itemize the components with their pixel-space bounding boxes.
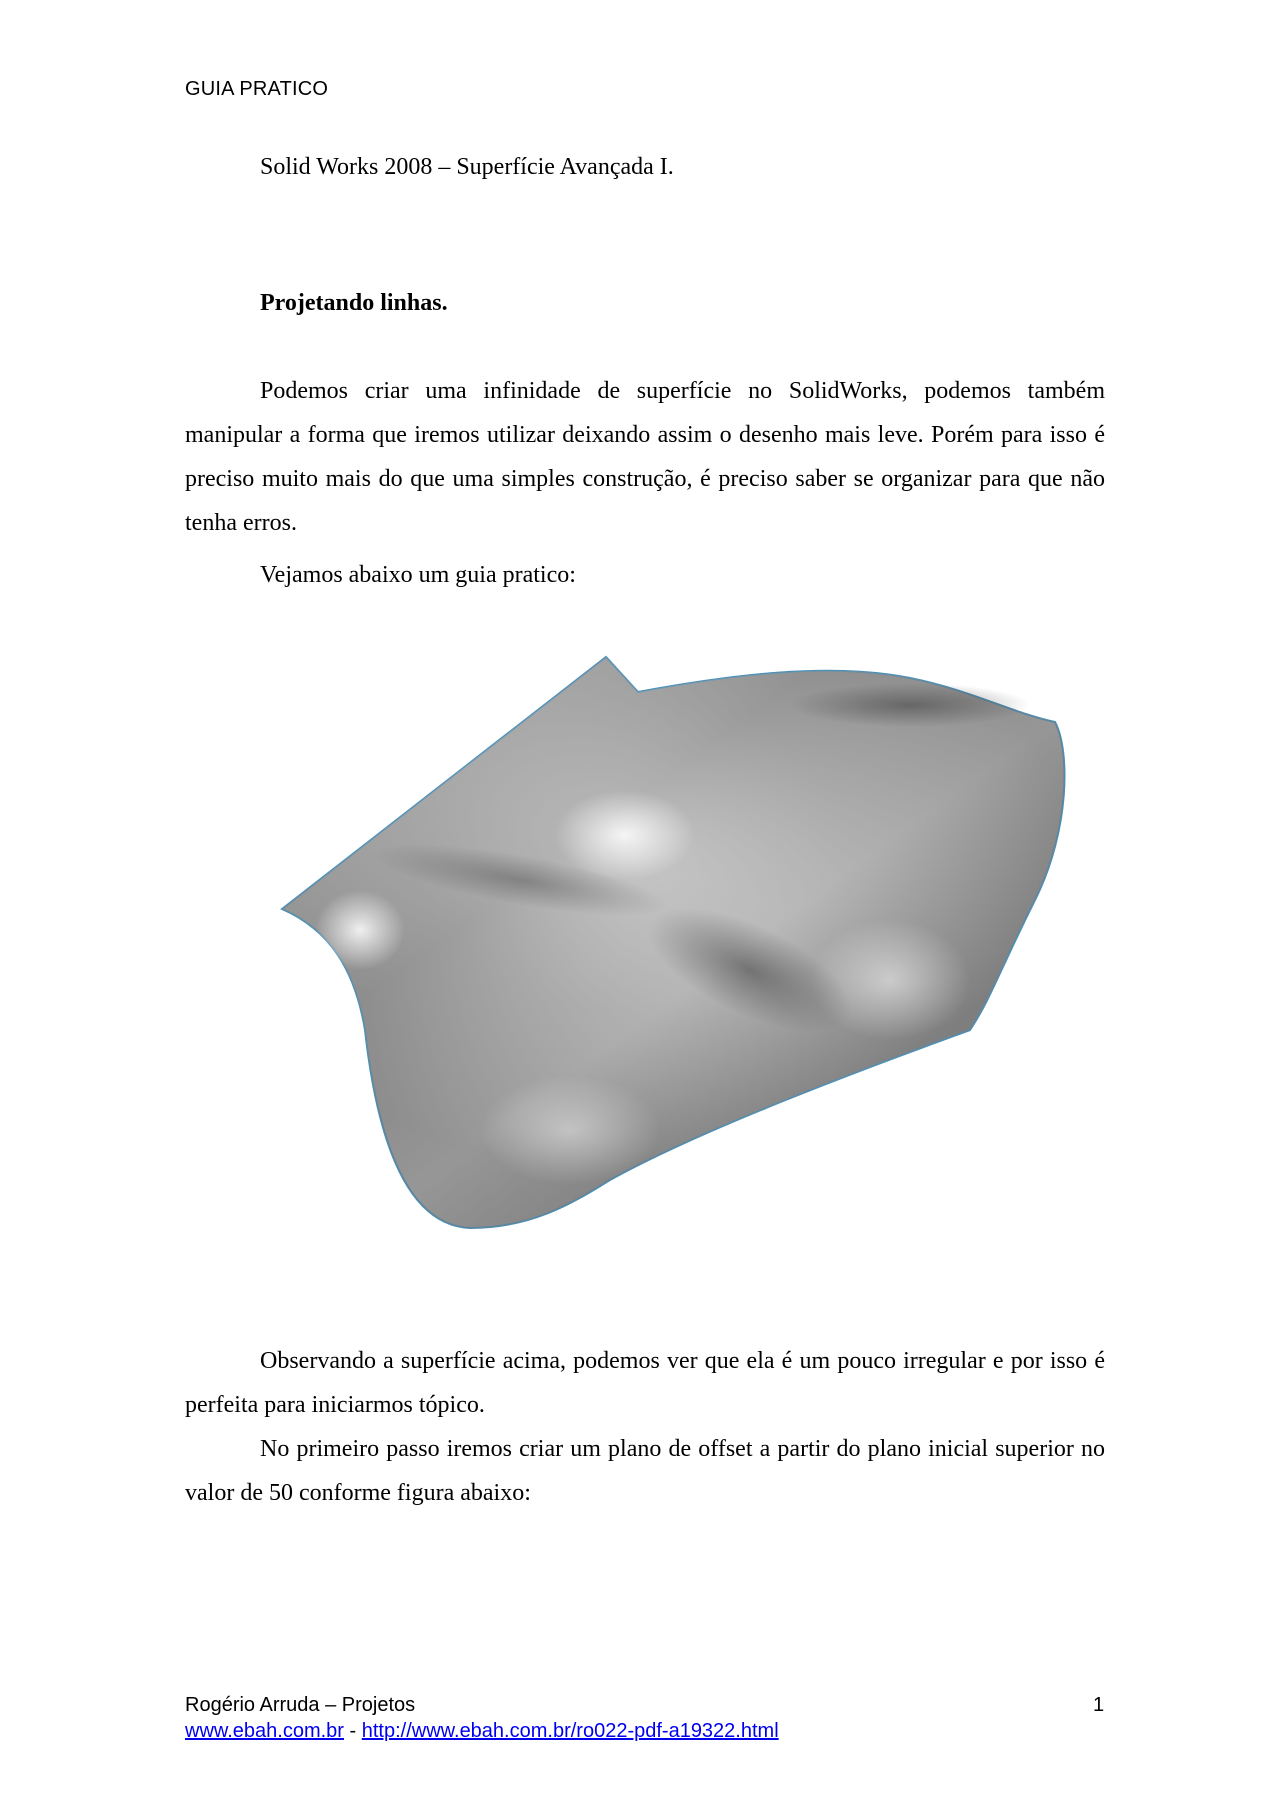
document-title: Solid Works 2008 – Superfície Avançada I. bbox=[260, 154, 674, 180]
paragraph-guide: Vejamos abaixo um guia pratico: bbox=[260, 562, 576, 588]
page-header: GUIA PRATICO bbox=[185, 78, 329, 100]
footer-separator: - bbox=[343, 1720, 362, 1742]
paragraph-observation: Observando a superfície acima, podemos ver que ela é um pouco irregular e por isso é perfeita para iniciarmos tópico. bbox=[185, 1348, 1105, 1418]
footer-author: Rogério Arruda – Projetos bbox=[185, 1694, 416, 1716]
footer-link-document[interactable]: http://www.ebah.com.br/ro022-pdf-a19322.html bbox=[361, 1720, 779, 1742]
surface-figure bbox=[270, 650, 1170, 1250]
footer-links bbox=[185, 1720, 779, 1743]
page-number: 1 bbox=[1093, 1694, 1105, 1716]
paragraph-intro: Podemos criar uma infinidade de superfície no SolidWorks, podemos também manipular a forma que iremos utilizar deixando assim o desenho mais leve. Porém para isso é preciso muito mais do que uma simples construção, é preciso saber se organizar para que não tenha erros. bbox=[185, 378, 1105, 536]
paragraph-first-step: No primeiro passo iremos criar um plano de offset a partir do plano inicial superior no valor de 50 conforme figura abaixo: bbox=[185, 1436, 1105, 1506]
section-heading: Projetando linhas. bbox=[260, 290, 448, 316]
footer-link-ebah[interactable]: www.ebah.com.br bbox=[185, 1720, 344, 1742]
